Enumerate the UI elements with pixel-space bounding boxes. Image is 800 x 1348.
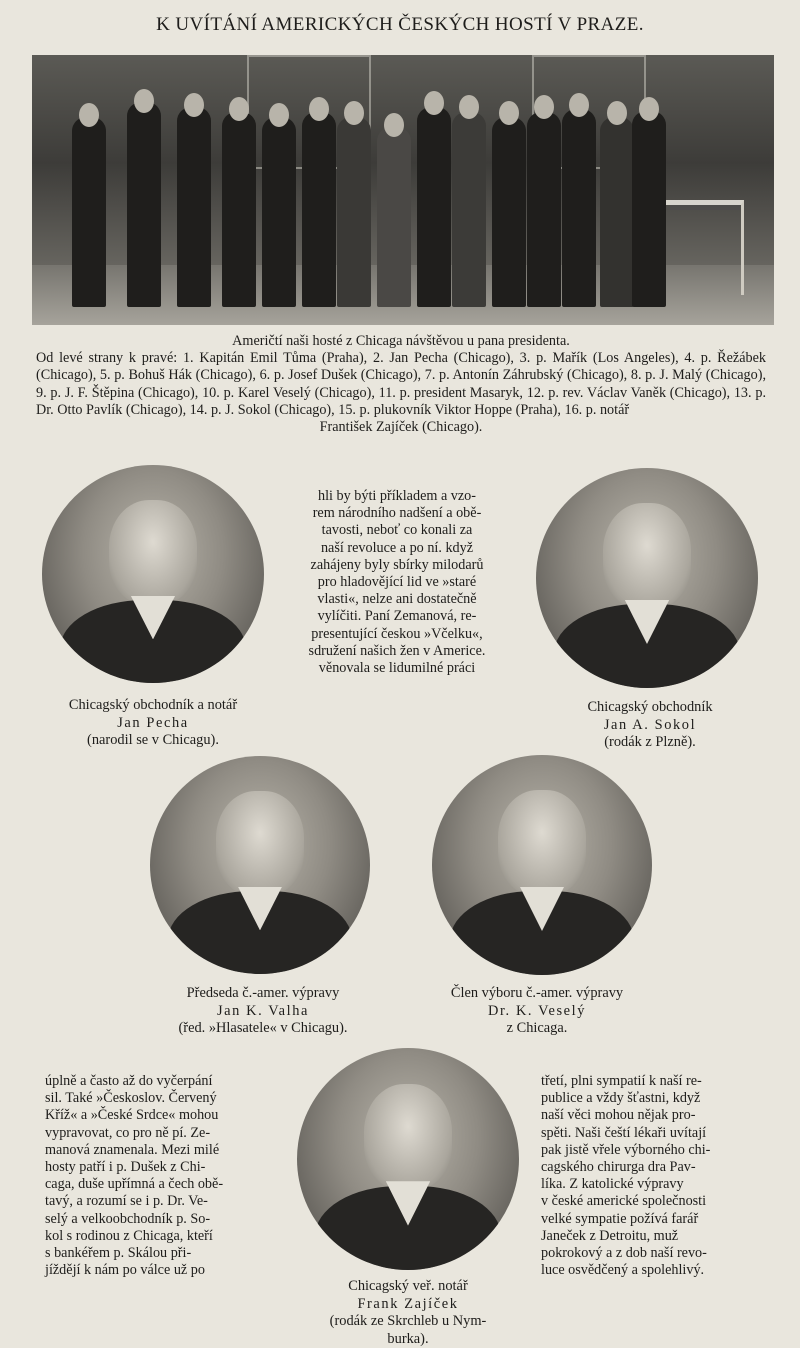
portrait-jan-pecha bbox=[42, 465, 264, 683]
portrait-frank-zajicek bbox=[297, 1048, 519, 1270]
group-photo bbox=[32, 55, 774, 325]
page-title: K UVÍTÁNÍ AMERICKÝCH ČESKÝCH HOSTÍ V PRAZE. bbox=[156, 14, 644, 35]
portrait-k-vesely bbox=[432, 755, 652, 975]
caption-jan-valha: Předseda č.-amer. výpravy Jan K. Valha (řed. »Hlasatele« v Chicagu). bbox=[178, 985, 348, 1036]
caption-k-vesely: Člen výboru č.-amer. výpravy Dr. K. Veselý z Chicaga. bbox=[450, 985, 624, 1036]
caption-tail: František Zajíček (Chicago). bbox=[319, 419, 483, 436]
caption-heading: Američtí naši hosté z Chicaga návštěvou u pana presidenta. bbox=[232, 333, 570, 349]
caption-jan-sokol: Chicagský obchodník Jan A. Sokol (rodák z Plzně). bbox=[587, 699, 713, 750]
group-photo-caption bbox=[36, 333, 766, 436]
caption-frank-zajicek: Chicagský veř. notář Frank Zajíček (rodák ze Skrchleb u Nym- burka). bbox=[329, 1278, 487, 1347]
left-text-column: úplně a často až do vyčerpání sil. Také »Českoslov. Červený Kříž« a »České Srdce« mohou vypravovat, co pro ně pí. Ze- manová znamenala. Mezi milé hosty patří i p. Dušek z Chi- caga, duše upřímná a čech obě- tavý, a rozumí se i p. Dr. Ve- selý a velkoobchodník p. So- kol s rodinou z Chicaga, kteří s bankéřem p. Skálou při- jíždějí k nám po válce už po bbox=[45, 1073, 224, 1279]
portrait-jan-valha bbox=[150, 756, 370, 974]
right-text-column: třetí, plni sympatií k naší re- publice a vždy šťastni, když naší věci mohou nějak pro- spěti. Naši čeští lékaři uvítají pak jistě vřele výborného chi- cagského chirurga dra Pav- líka. Z katolické výpravy v české americké společnosti velké sympatie požívá farář Janeček z Detroitu, muž pokrokový a z dob naší revo- luce osvědčený a spolehlivý. bbox=[541, 1073, 711, 1279]
middle-text-column: hli by býti příkladem a vzo- rem národního nadšení a obě- tavosti, neboť co konali za naší revoluce a po ní. když zahájeny byly sbírky milodarů pro hladovějící lid ve »staré vlasti«, nelze ani dostatečně vylíčiti. Paní Zemanová, re- presentující českou »Včelku«, sdružení našich žen v Americe. věnovala se lidumilné práci bbox=[308, 488, 486, 677]
caption-jan-pecha: Chicagský obchodník a notář Jan Pecha (narodil se v Chicagu). bbox=[68, 697, 238, 748]
caption-body: Od levé strany k pravé: 1. Kapitán Emil Tůma (Praha), 2. Jan Pecha (Chicago), 3. p. Mařík (Los Angeles), 4. p. Řežábek (Chicago), 5. p. Bohuš Hák (Chicago), 6. p. Josef Dušek (Chicago), 7. p. Antonín Záhrubský (Chicago), 8. p. J. Malý (Chicago), 9. p. J. F. Štěpina (Chicago), 10. p. Karel Veselý (Chicago), 11. p. president Masaryk, 12. p. rev. Václav Vaněk (Chicago), 13. p. Dr. Otto Pavlík (Chicago), 14. p. J. Sokol (Chicago), 15. p. plukovník Viktor Hoppe (Praha), 16. p. notář bbox=[36, 350, 766, 418]
portrait-jan-sokol bbox=[536, 468, 758, 688]
